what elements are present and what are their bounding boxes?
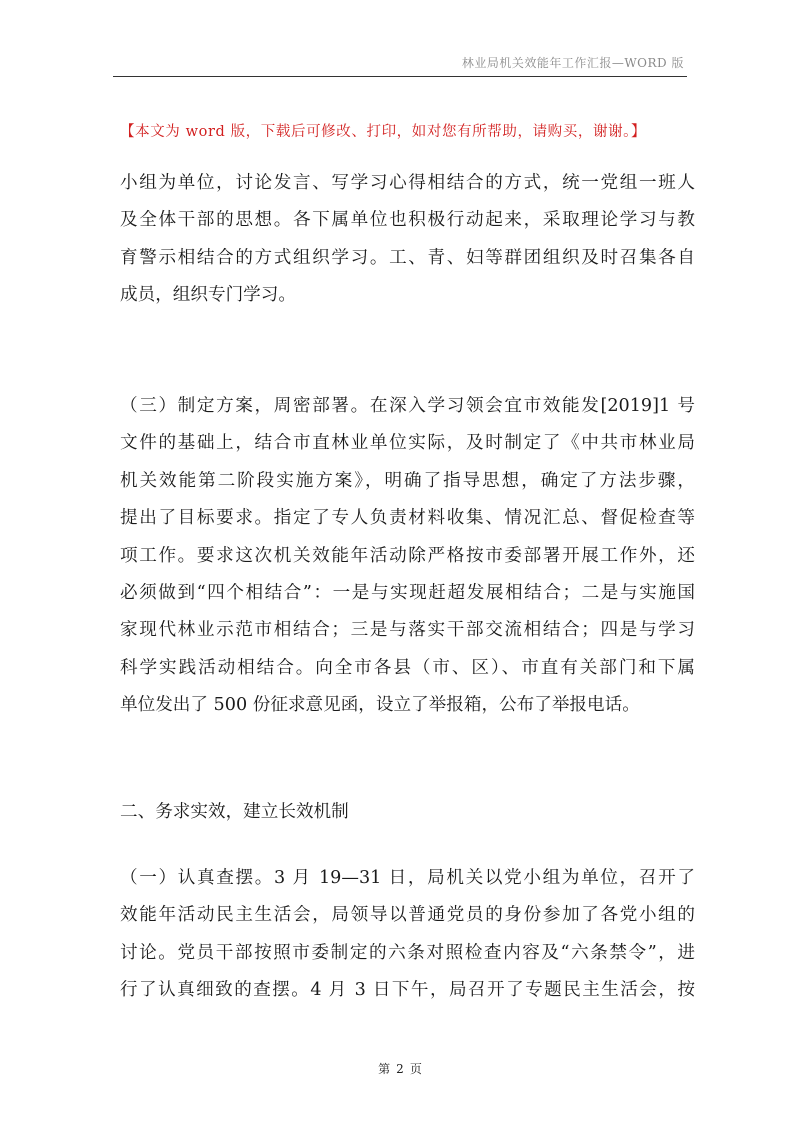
- document-header-title: 林业局机关效能年工作汇报—WORD 版: [461, 56, 684, 70]
- paragraph-line: 科学实践活动相结合。向全市各县（市、区）、市直有关部门和下属: [120, 657, 695, 678]
- page-number: 2: [396, 1062, 404, 1076]
- paragraph-line: （三）制定方案，周密部署。在深入学习领会宜市效能发[2019]1 号: [120, 396, 695, 416]
- paragraph-3: [120, 860, 695, 1010]
- paragraph-1: [120, 165, 695, 315]
- paragraph-line: 效能年活动民主生活会，局领导以普通党员的身份参加了各党小组的: [120, 905, 695, 926]
- section-heading: 二、务求实效，建立长效机制: [120, 802, 349, 822]
- paragraph-line: 必须做到“四个相结合”：一是与实现赶超发展相结合；二是与实施国: [120, 583, 695, 604]
- paragraph-line: 单位发出了 500 份征求意见函，设立了举报箱，公布了举报电话。: [120, 695, 640, 716]
- paragraph-line: 提出了目标要求。指定了专人负责材料收集、情况汇总、督促检查等: [120, 508, 695, 529]
- paragraph-line: 成员，组织专门学习。: [120, 285, 296, 306]
- paragraph-line: 育警示相结合的方式组织学习。工、青、妇等群团组织及时召集各自: [120, 247, 695, 268]
- paragraph-line: （一）认真查摆。3 月 19—31 日，局机关以党小组为单位，召开了: [120, 868, 695, 888]
- paragraph-line: 讨论。党员干部按照市委制定的六条对照检查内容及“六条禁令”，进: [120, 942, 695, 963]
- page-number-footer: [0, 1060, 800, 1077]
- paragraph-line: 机关效能第二阶段实施方案》，明确了指导思想，确定了方法步骤，: [120, 470, 695, 491]
- paragraph-line: 家现代林业示范市相结合；三是与落实干部交流相结合；四是与学习: [120, 620, 695, 641]
- paragraph-line: 小组为单位，讨论发言、写学习心得相结合的方式，统一党组一班人: [120, 173, 695, 193]
- page-suffix: 页: [409, 1062, 422, 1076]
- paragraph-2: [120, 388, 695, 725]
- page-prefix: 第: [378, 1062, 391, 1076]
- paragraph-line: 行了认真细致的查摆。4 月 3 日下午，局召开了专题民主生活会，按: [120, 980, 695, 1001]
- paragraph-line: 项工作。要求这次机关效能年活动除严格按市委部署开展工作外，还: [120, 545, 695, 566]
- header-divider: [113, 76, 687, 77]
- paragraph-line: 文件的基础上，结合市直林业单位实际，及时制定了《中共市林业局: [120, 433, 695, 454]
- download-notice: 【本文为 word 版，下载后可修改、打印，如对您有所帮助，请购买，谢谢。】: [120, 124, 647, 140]
- paragraph-line: 及全体干部的思想。各下属单位也积极行动起来，采取理论学习与教: [120, 210, 695, 231]
